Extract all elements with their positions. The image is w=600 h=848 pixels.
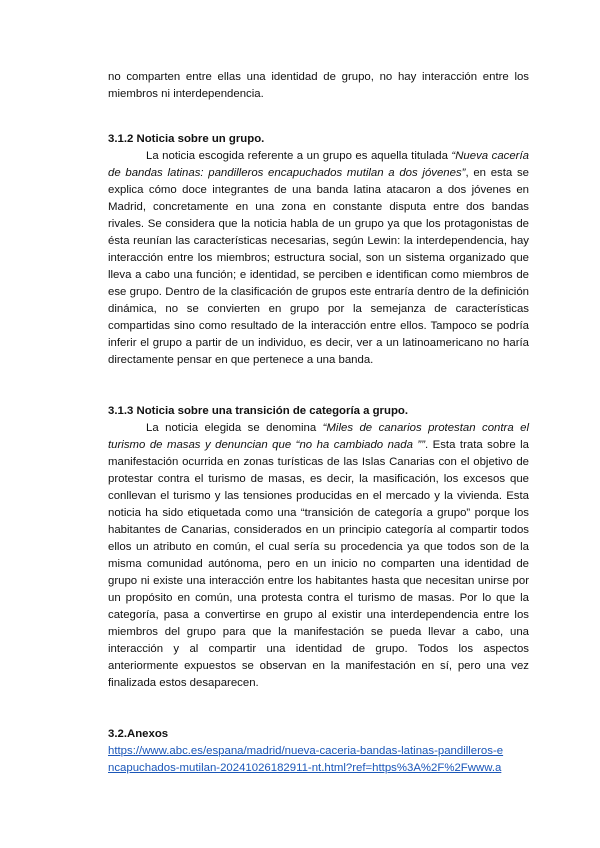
section-313-body: . Esta trata sobre la manifestación ocurrida en zonas turísticas de las Islas Canarias con el objetivo de protestar contra el turismo de masas, es decir, la masificación, los excesos que conllevan el turismo y las tensiones producidas en el mercado y la vivienda. Esta noticia ha sido etiquetada como una “transición de categoría a grupo” porque los habitantes de Canarias, considerados en un principio categoría al compartir todos ellos un atributo en común, el cual sería su procedencia ya que todos son de la misma comunidad autónoma, pero en un inicio no comparten una identidad de grupo ni existe una interacción entre los habitantes hasta que necesitan unirse por un propósito en común, una protesta contra el turismo de masas. Por lo que la categoría, pasa a convertirse en grupo al existir una interdependencia entre los miembros del grupo para que la manifestación se pueda llevar a cabo, una interacción y al compartir una identidad de grupo. Todos los aspectos anteriormente expuestos se observan en la manifestación en sí, pero una vez finalizada estos desaparecen.	[108, 439, 529, 689]
section-313-heading: 3.1.3 Noticia sobre una transición de categoría a grupo.	[108, 405, 409, 417]
section-313-paragraph	[108, 420, 529, 692]
section-312-title: “Nueva cacería de bandas latinas: pandilleros encapuchados mutilan a dos jóvenes”	[108, 150, 529, 179]
body-column	[108, 69, 529, 777]
intro-paragraph: no comparten entre ellas una identidad de grupo, no hay interacción entre los miembros ni interdependencia.	[108, 71, 529, 100]
annex-link-line-1[interactable]: https://www.abc.es/espana/madrid/nueva-caceria-bandas-latinas-pandilleros-e	[108, 745, 504, 757]
section-312-body: , en esta se explica cómo doce integrantes de una banda latina atacaron a dos jóvenes en Madrid, concretamente en una zona en constante disputa entre dos bandas rivales. Se considera que la noticia habla de un grupo ya que los protagonistas de ésta reunían las características necesarias, según Lewin: la interdependencia, hay interacción entre los miembros; estructura social, son un sistema organizado que lleva a cabo una función; e identidad, se perciben e identifican como miembros de ese grupo. Dentro de la clasificación de grupos este entraría dentro de la definición dinámica, no se convierten en grupo por la semejanza de características compartidas sino como resultado de la interacción entre ellos. Tampoco se podría inferir el grupo a partir de un individuo, es decir, ver a un latinoamericano no haría directamente pensar en que pertenece a una banda.	[108, 167, 529, 366]
annex-heading: 3.2.Anexos	[108, 728, 169, 740]
spacer	[108, 692, 529, 726]
section-312-paragraph	[108, 148, 529, 369]
spacer	[108, 369, 529, 403]
section-312-lead: La noticia escogida referente a un grupo es aquella titulada	[146, 150, 452, 162]
annex-link-line-2[interactable]: ncapuchados-mutilan-20241026182911-nt.html?ref=https%3A%2F%2Fwww.a	[108, 762, 502, 774]
section-312-heading: 3.1.2 Noticia sobre un grupo.	[108, 133, 265, 145]
spacer	[108, 103, 529, 131]
section-313-lead: La noticia elegida se denomina	[146, 422, 323, 434]
section-313-title: “Miles de canarios protestan contra el turismo de masas y denuncian que “no ha cambiado nada ””	[108, 422, 529, 451]
